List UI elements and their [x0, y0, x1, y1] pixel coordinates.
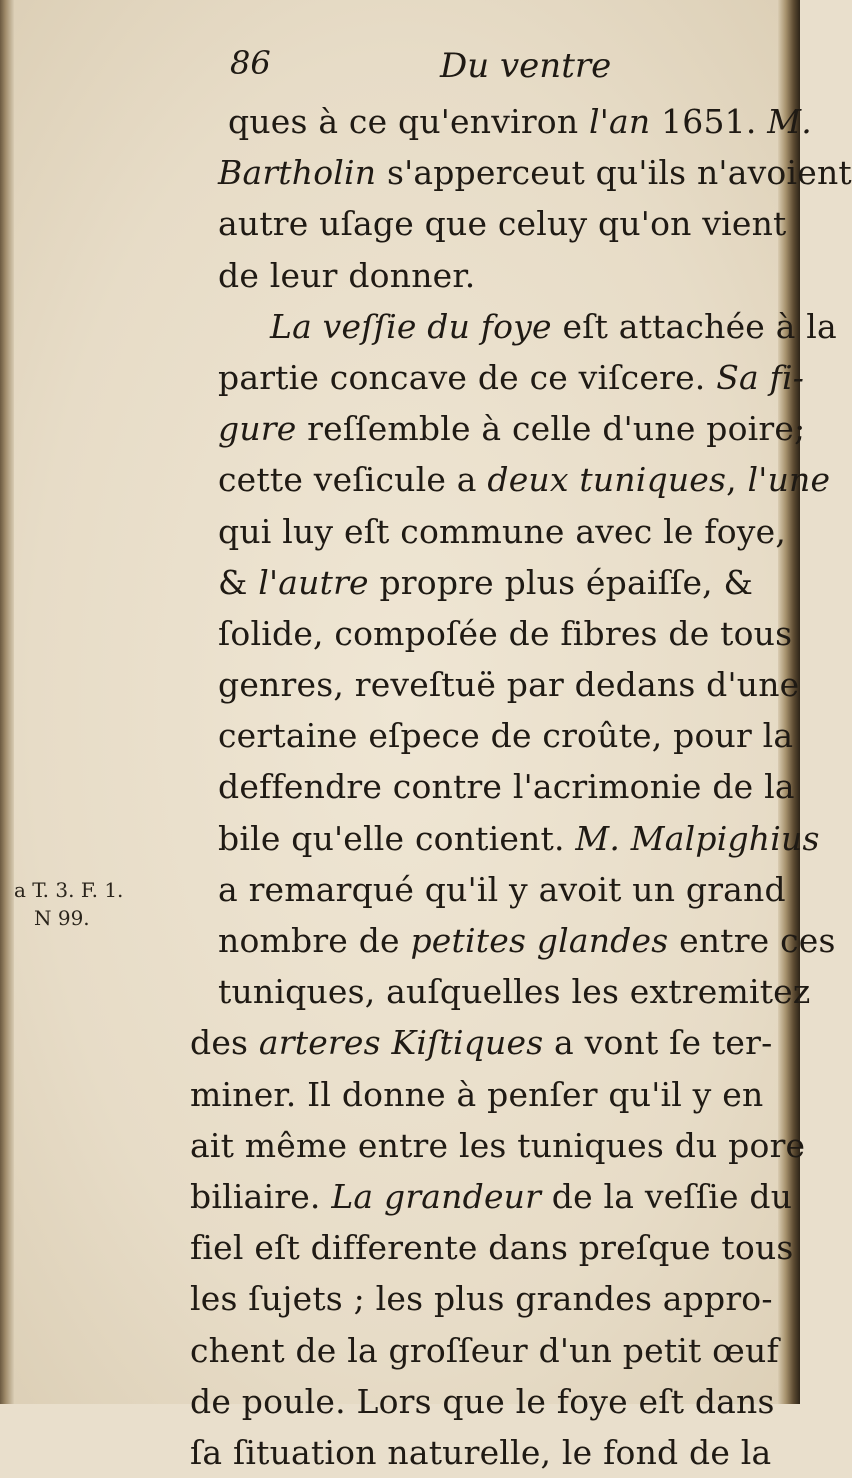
italic-text: Sa fi-	[716, 357, 805, 397]
text-line	[190, 659, 800, 710]
text-line	[190, 864, 786, 915]
page-header	[230, 44, 770, 92]
text-run: s'apperceut qu'ils n'avoient	[376, 153, 852, 193]
text-run: ,	[726, 460, 748, 500]
italic-text: arteres Kiſtiques	[258, 1023, 544, 1063]
text-line	[190, 250, 780, 301]
text-run: genres, reveſtuë par dedans d'une	[218, 665, 800, 705]
text-run: biliaire.	[190, 1176, 332, 1216]
text-run: cette veſicule a	[218, 460, 488, 500]
italic-text: gure	[218, 409, 297, 449]
text-run: miner. Il donne à penſer qu'il y en	[190, 1074, 764, 1114]
text-run: a remarqué qu'il y avoit un grand	[218, 869, 786, 909]
text-run: de leur donner.	[218, 255, 476, 295]
text-line	[190, 966, 811, 1017]
text-line	[190, 1376, 780, 1427]
text-run: eſt attachée à la	[551, 306, 837, 346]
text-run: bile qu'elle contient.	[218, 818, 576, 858]
text-run: autre uſage que celuy qu'on vient	[218, 204, 787, 244]
text-line	[190, 96, 812, 147]
text-line	[190, 1427, 780, 1478]
text-run: les ſujets ; les plus grandes appro-	[190, 1279, 773, 1319]
text-line	[190, 352, 805, 403]
italic-text: La veſſie du foye	[270, 306, 552, 346]
text-run: ait même entre les tuniques du pore	[190, 1125, 806, 1165]
text-run: propre plus épaiſſe, &	[368, 562, 754, 602]
text-line	[190, 1273, 780, 1324]
text-run: fiel eſt differente dans preſque tous	[190, 1228, 794, 1268]
text-line	[190, 147, 852, 198]
text-line	[190, 608, 793, 659]
text-line	[190, 198, 787, 249]
text-run: 1651.	[650, 102, 768, 141]
text-run: partie concave de ce viſcere.	[218, 357, 717, 397]
text-line	[190, 557, 780, 608]
text-line	[190, 813, 820, 864]
text-line	[190, 761, 795, 812]
text-line	[190, 1120, 806, 1171]
body-text	[190, 96, 852, 1478]
text-run: certaine eſpece de croûte, pour la	[218, 716, 794, 756]
text-line	[190, 1069, 780, 1120]
italic-text: M.	[767, 102, 812, 141]
italic-text: l'an	[589, 102, 651, 141]
margin-note-line: N 99.	[34, 906, 90, 930]
text-run: ſa ſituation naturelle, le fond de la	[190, 1432, 772, 1472]
text-run: chent de la groſſeur d'un petit œuf	[190, 1330, 779, 1370]
text-run: reſſemble à celle d'une poire;	[296, 409, 806, 449]
text-line	[190, 1171, 793, 1222]
italic-text: deux tuniques	[487, 460, 727, 500]
italic-text: M. Malpighius	[575, 818, 820, 858]
text-run: ques à ce qu'environ	[228, 102, 590, 141]
text-run: ſolide, compoſée de fibres de tous	[218, 613, 793, 653]
text-run: qui luy eſt commune avec le foye,	[218, 511, 787, 551]
running-head: Du ventre	[440, 46, 612, 86]
italic-text: l'une	[747, 460, 831, 500]
text-line	[190, 403, 806, 454]
text-run: de poule. Lors que le foye eſt dans	[190, 1381, 775, 1421]
text-run: tuniques, auſquelles les extremitez	[218, 972, 811, 1012]
page-number: 86	[230, 44, 271, 82]
italic-text: Bartholin	[218, 153, 377, 193]
text-line	[190, 301, 837, 352]
italic-text: petites glandes	[410, 921, 669, 960]
book-gutter	[0, 0, 14, 1404]
text-run: nombre de	[218, 921, 411, 960]
text-run: a vont ſe ter-	[543, 1023, 773, 1063]
text-line	[190, 710, 794, 761]
text-run: de la veſſie du	[541, 1176, 793, 1216]
margin-note	[14, 876, 164, 932]
text-line	[190, 506, 787, 557]
italic-text: La grandeur	[331, 1176, 542, 1216]
italic-text: l'autre	[258, 562, 369, 602]
text-line	[190, 1325, 780, 1376]
text-line	[190, 1017, 780, 1068]
text-line	[190, 454, 831, 505]
margin-note-line: a T. 3. F. 1.	[14, 878, 124, 902]
text-run: entre ces	[668, 921, 836, 960]
text-run: &	[218, 562, 259, 602]
text-run: deffendre contre l'acrimonie de la	[218, 767, 795, 807]
text-run: des	[190, 1023, 259, 1063]
text-line	[190, 915, 836, 966]
text-line	[190, 1222, 794, 1273]
